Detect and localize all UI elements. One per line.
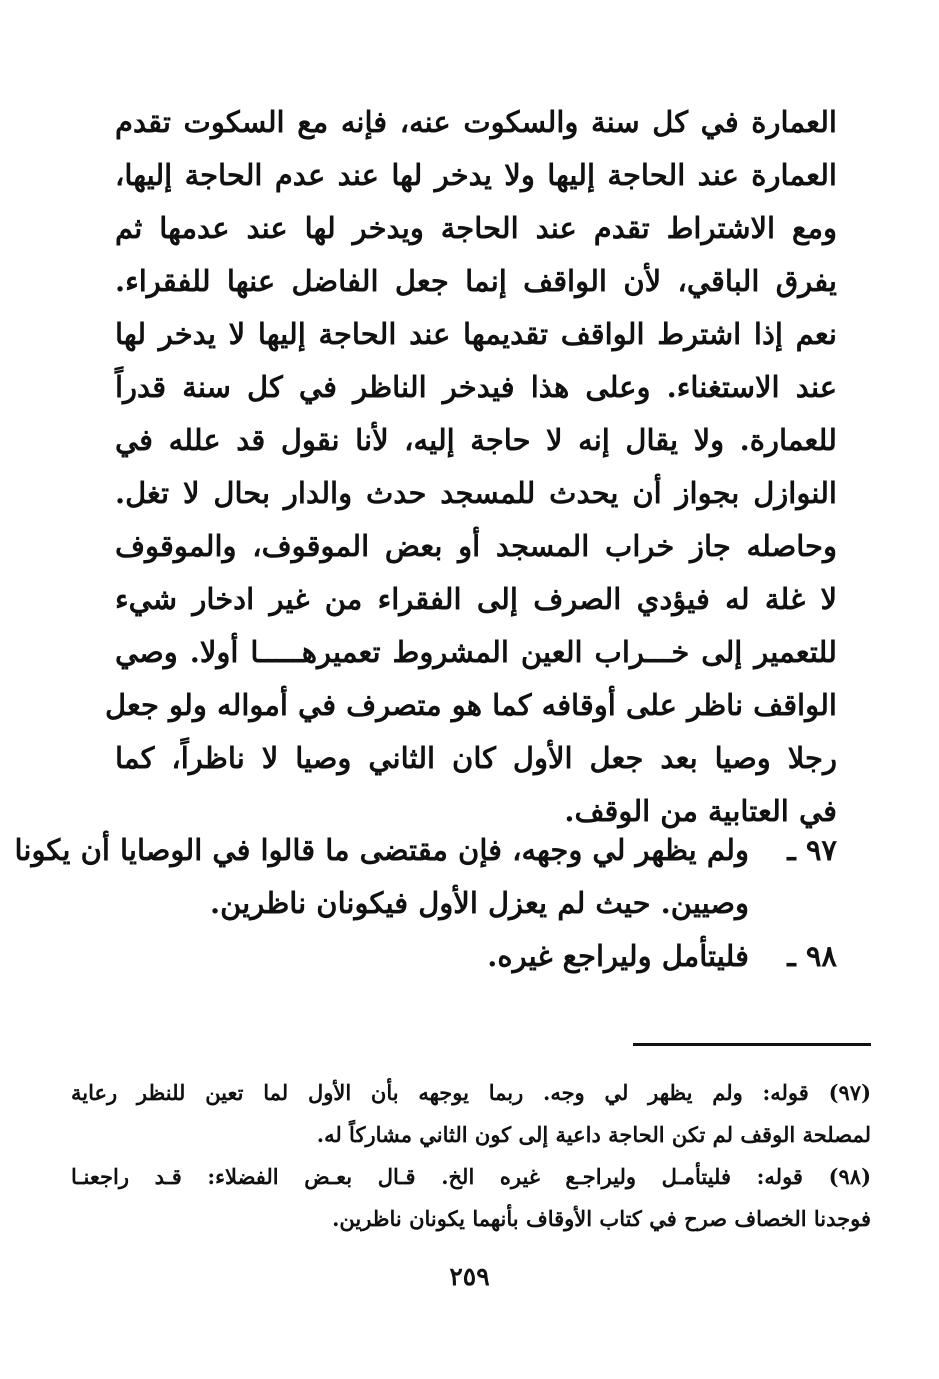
footnote-line <box>71 1156 871 1198</box>
text-line: للعمارة. ولا يقال إنه لا حاجة إليه، لأنا نقول قد علله في <box>115 423 837 457</box>
text-line: في العتابية من الوقف. <box>564 794 837 828</box>
text-line: فليتأمل وليراجع غيره. <box>487 939 749 973</box>
main-text-block <box>105 96 838 838</box>
text-line: النوازل بجواز أن يحدث للمسجد حدث والدار بحال لا تغل. <box>115 476 837 510</box>
footnote-separator <box>633 1043 871 1046</box>
text-line: العمارة في كل سنة والسكوت عنه، فإنه مع السكوت تقدم <box>115 105 837 139</box>
footnote-label: (٩٨) قوله: <box>756 1164 872 1189</box>
text-line: العمارة عند الحاجة إليها ولا يدخر لها عند عدم الحاجة إليها، <box>115 158 837 192</box>
item-body <box>14 824 749 930</box>
text-line: يفرق الباقي، لأن الواقف إنما جعل الفاضل عنها للفقراء. <box>115 264 837 298</box>
text-line: لا غلة له فيؤدي الصرف إلى الفقراء من غير ادخار شيء <box>115 582 837 616</box>
item-number: ٩٨ ـ <box>787 939 837 973</box>
text-line: وصيين. حيث لم يعزل الأول فيكونان ناظرين. <box>209 886 749 920</box>
text-line: الواقف ناظر على أوقافه كما هو متصرف في أمواله ولو جعل <box>105 688 837 722</box>
numbered-item-98 <box>115 930 837 983</box>
page-number: ٢٥٩ <box>449 1262 490 1291</box>
footnote-line: لمصلحة الوقف لم تكن الحاجة داعية إلى كون الثاني مشاركاً له. <box>316 1122 871 1147</box>
text-line: نعم إذا اشترط الواقف تقديمها عند الحاجة إليها لا يدخر لها <box>115 317 837 351</box>
footnote-text: ولم يظهر لي وجه. ربما يوجهه بأن الأول لما تعين للنظر رعاية <box>71 1080 743 1105</box>
item-number: ٩٧ ـ <box>787 833 837 867</box>
footnote-line: فوجدنا الخصاف صرح في كتاب الأوقاف بأنهما يكونان ناظرين. <box>332 1206 871 1231</box>
footnote-label: (٩٧) قوله: <box>762 1080 872 1105</box>
footnote-line <box>71 1072 871 1114</box>
text-line: عند الاستغناء. وعلى هذا فيدخر الناظر في كل سنة قدراً <box>115 370 837 404</box>
text-line: وحاصله جاز خراب المسجد أو بعض الموقوف، والموقوف <box>115 529 837 563</box>
text-line: للتعمير إلى خـــراب العين المشروط تعميرهـــــا أولا. وصي <box>115 635 837 669</box>
footnote-text: فليتأمـل وليراجـع غيره الخ. قـال بعـض الفضلاء: قـد راجعنـا <box>71 1164 732 1189</box>
text-line: ومع الاشتراط تقدم عند الحاجة ويدخر لها عند عدمها ثم <box>115 211 838 245</box>
numbered-item-97 <box>14 824 837 930</box>
item-body <box>115 930 749 983</box>
text-line: رجلا وصيا بعد جعل الأول كان الثاني وصيا لا ناظراً، كما <box>115 741 837 775</box>
footnotes-block <box>71 1072 871 1240</box>
text-line: ولم يظهر لي وجهه، فإن مقتضى ما قالوا في الوصايا أن يكونا <box>14 833 749 867</box>
